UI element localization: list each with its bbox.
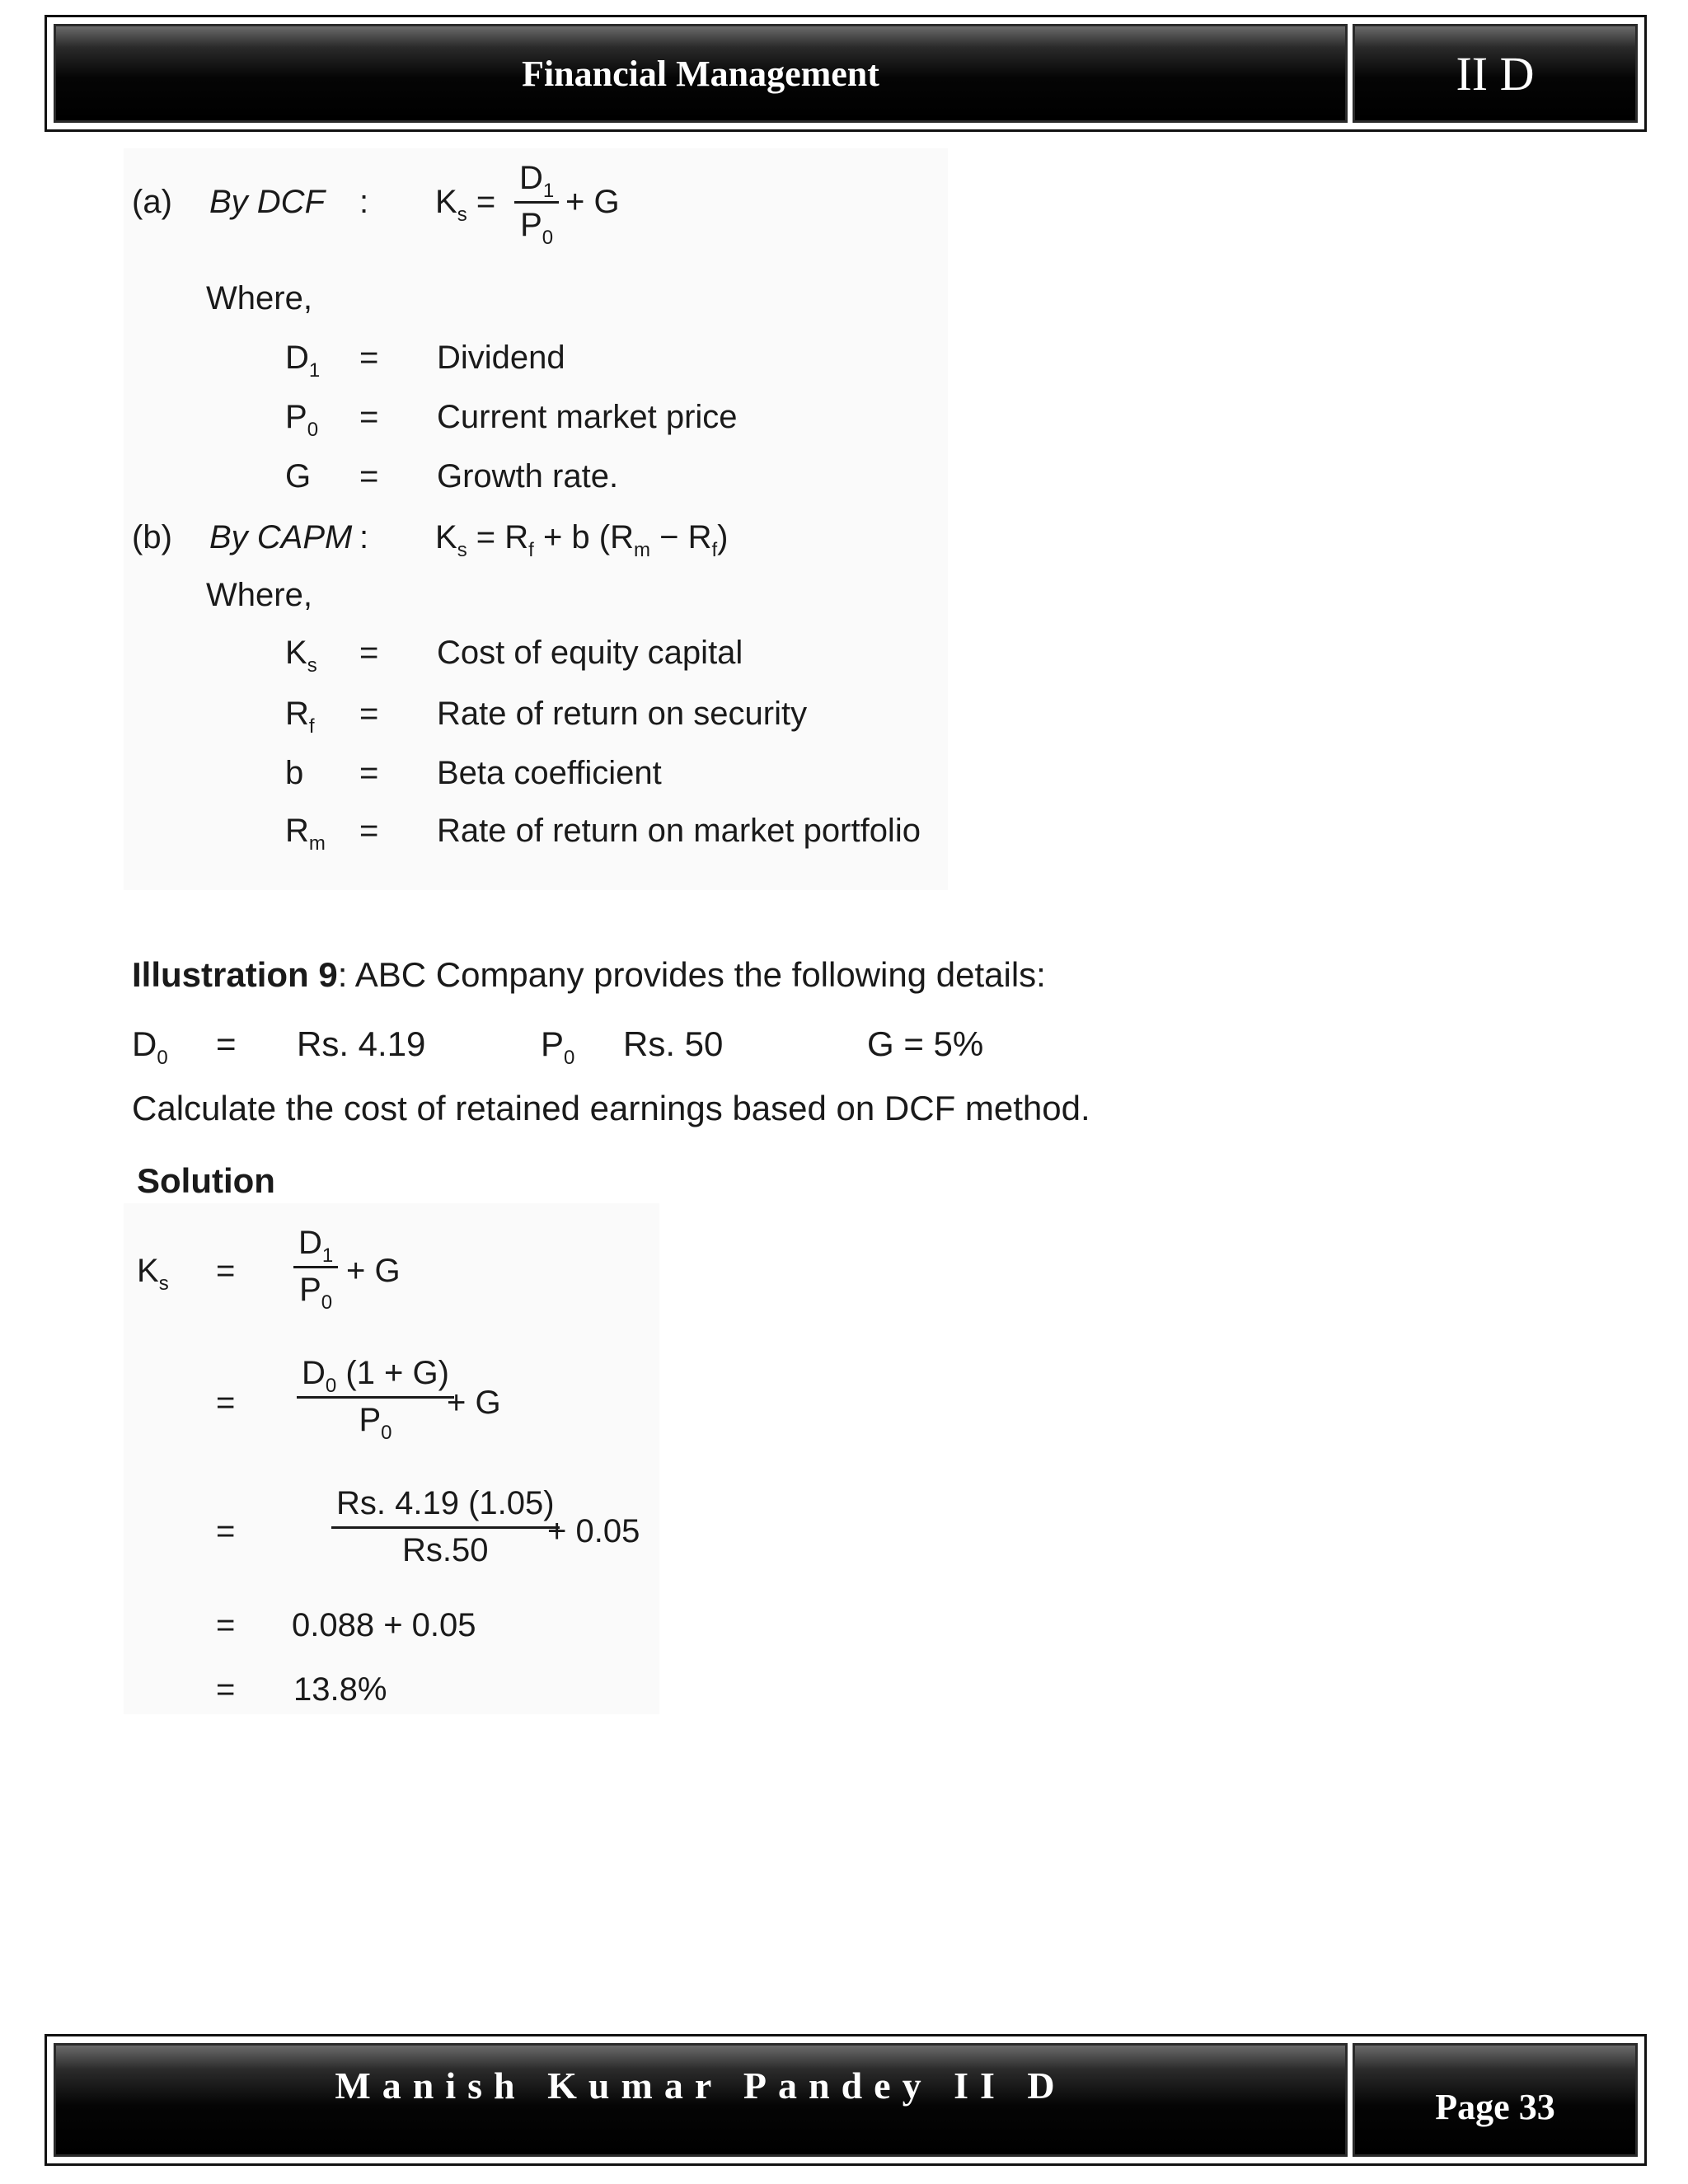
illustration-text: : ABC Company provides the following details: [337,955,1046,994]
where1-desc: Current market price [437,399,738,435]
where-heading-2: Where, [206,577,312,613]
where1-equals: = [359,458,379,494]
given-d0: $D_0$ [132,1024,168,1069]
dcf-numerator: $D_1$ [514,162,559,204]
given-growth: G = 5% [867,1024,984,1063]
step4-equals: = [216,1607,236,1643]
step4-value: 0.088 + 0.05 [292,1607,476,1643]
capm-label: (b) [132,519,172,555]
solution-lhs: $K_s$ [137,1253,169,1295]
where1-desc: Growth rate. [437,458,619,494]
illustration-label: Illustration 9 [132,955,338,994]
capm-colon: : [359,519,369,555]
capm-method: By CAPM [209,519,353,555]
illustration-question: Calculate the cost of retained earnings based on DCF method. [132,1089,1090,1127]
capm-formula: $K_s = R_f + b$ $(R_m - R_f)$ [435,519,729,561]
where2-symbol: b [285,755,304,791]
dcf-formula-lhs: $K_s$ = [435,184,496,226]
step1-fraction: $\frac{D_1}{P_0}$ [293,1226,338,1306]
where2-equals: = [359,696,379,732]
step3-plus: + 0.05 [547,1513,640,1549]
illustration-heading [132,955,1046,994]
dcf-fraction [514,160,559,249]
step5-result: 13.8% [293,1671,387,1708]
step1-plus-g: + G [346,1253,401,1289]
footer-author-cell [54,2043,1348,2157]
footer-author: Manish Kumar Pandey II D [335,2064,1067,2107]
where1-desc: Dividend [437,340,565,376]
where2-equals: = [359,635,379,671]
dcf-label: (a) [132,184,172,220]
given-d0-equals: = [216,1024,237,1063]
step3-fraction: $\frac{Rs. 4.19 (1.05)}{Rs.50}$ [331,1487,560,1567]
given-p0: $P_0$ [541,1024,575,1069]
where1-symbol: $P_0$ [285,399,319,441]
page-number: Page 33 [1435,2086,1555,2127]
where2-equals: = [359,813,379,849]
step2-equals: = [216,1385,236,1421]
dcf-denominator: $P_0$ [520,207,554,249]
where-heading-1: Where, [206,280,312,316]
where2-symbol: $R_f$ [285,696,315,738]
page-footer [45,2034,1647,2166]
dcf-colon: : [359,184,369,220]
step3-equals: = [216,1513,236,1549]
where2-symbol: $R_m$ [285,813,326,855]
given-p0-value: Rs. 50 [623,1024,724,1063]
where1-symbol: G [285,458,312,494]
footer-page-cell [1353,2043,1638,2157]
where2-desc: Rate of return on market portfolio [437,813,921,849]
where2-desc: Beta coefficient [437,755,662,791]
where1-symbol: $D_1$ [285,340,321,382]
where1-equals: = [359,340,379,376]
step5-equals: = [216,1671,236,1708]
header-title: Financial Management [522,53,879,94]
solution-heading: Solution [137,1161,275,1200]
dcf-method: By DCF [209,184,325,220]
header-code: II D [1456,46,1535,101]
step1-equals: = [216,1253,236,1289]
given-d0-value: Rs. 4.19 [297,1024,426,1063]
where2-equals: = [359,755,379,791]
where2-symbol: $K_s$ [285,635,317,677]
step2-fraction: $\frac{D_0 (1 + G)}{P_0}$ [297,1357,454,1436]
step2-plus-g: + G [447,1385,501,1421]
dcf-plus-g: + G [565,184,620,220]
where1-equals: = [359,399,379,435]
where2-desc: Cost of equity capital [437,635,743,671]
where2-desc: Rate of return on security [437,696,808,732]
